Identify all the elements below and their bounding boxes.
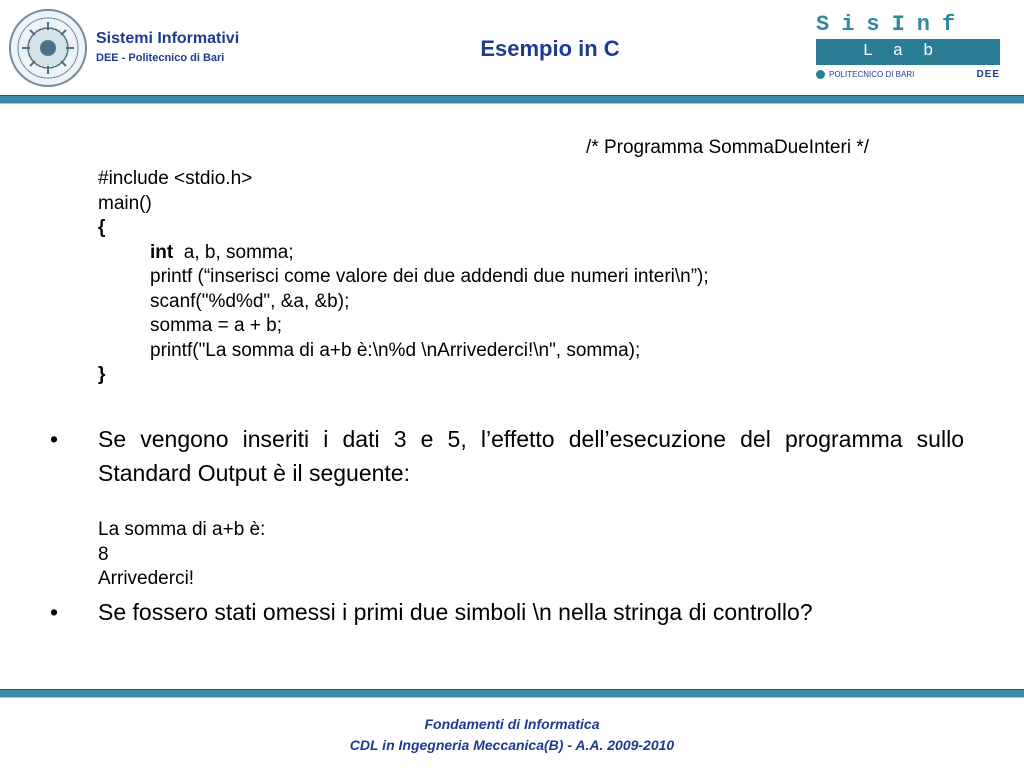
sisinf-lab-logo [816,12,1000,82]
code-line: scanf("%d%d", &a, &b); [150,290,350,312]
code-line: int a, b, somma; [150,241,294,263]
bullet-text: Se vengono inseriti i dati 3 e 5, l’effetto dell’esecuzione del programma sullo Standard Output è il seguente: [98,426,964,486]
code-line: somma = a + b; [150,315,283,336]
dee-logo-text: DEE [976,69,1000,80]
code-line: printf("La somma di a+b è:\n%d \nArrivederci!\n", somma); [150,339,641,361]
code-line: #include <stdio.h> [98,168,253,189]
code-line: } [98,364,106,385]
footer-degree: CDL in Ingegneria Meccanica(B) - A.A. 2009-2010 [349,737,675,753]
keyword-int: int [150,241,174,263]
code-line: main() [98,192,152,214]
institution-name: Sistemi Informativi [96,30,240,47]
logo-bar-text: Lab [816,39,1000,65]
bullet-item [50,595,964,629]
program-output [98,518,265,592]
code-block [98,167,709,388]
code-line: { [98,217,106,238]
gear-icon [816,70,825,79]
slide-title: Esempio in C [480,36,620,61]
department-name: DEE - Politecnico di Bari [96,52,225,64]
bullet-mark: • [50,426,59,452]
bullet-item [50,422,964,490]
output-line: La somma di a+b è: [98,519,266,540]
bullet-mark: • [50,599,59,625]
code-line: printf (“inserisci come valore dei due addendi due numeri interi\n”); [150,266,709,287]
output-line: Arrivederci! [98,568,195,589]
output-line: 8 [98,543,109,565]
logo-sub-text: POLITECNICO DI BARI [829,70,915,79]
code-comment: /* Programma SommaDueInteri */ [586,137,869,158]
bullet-text: Se fossero stati omessi i primi due simboli \n nella stringa di controllo? [98,599,813,625]
header-divider [0,95,1024,104]
logo-top-text: SisInf [816,12,968,37]
footer-divider [0,689,1024,698]
footer-course: Fondamenti di Informatica [424,716,600,732]
